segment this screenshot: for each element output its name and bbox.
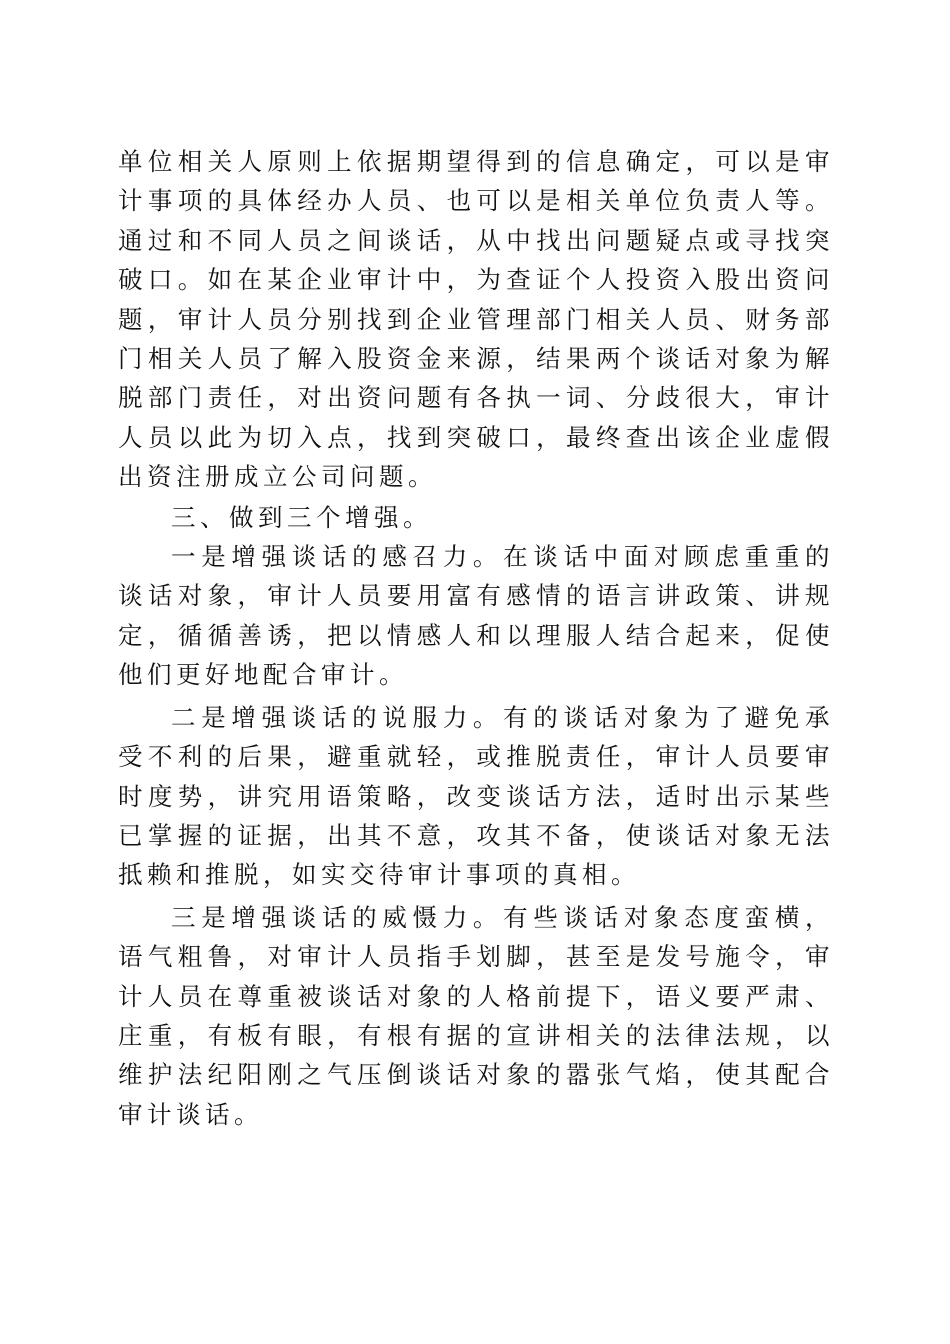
paragraph-lead: 二是增强谈话的说服力。 xyxy=(171,702,504,732)
document-page xyxy=(118,142,834,1134)
paragraph-lead: 三是增强谈话的威慑力。 xyxy=(171,902,504,932)
paragraph-lead: 一是增强谈话的感召力。 xyxy=(171,542,504,572)
paragraph-body: 在谈话中面对顾虑重重的谈话对象，审计人员要用富有感情的语言讲政策、讲规定，循循善诱，把以情感人和以理服人结合起来，促使他们更好地配合审计。 xyxy=(118,542,835,690)
paragraph-appeal xyxy=(118,537,834,695)
paragraph-interview-targets: 单位相关人原则上依据期望得到的信息确定，可以是审计事项的具体经办人员、也可以是相关单位负责人等。通过和不同人员之间谈话，从中找出问题疑点或寻找突破口。如在某企业审计中，为查证个人投资入股出资问题，审计人员分别找到企业管理部门相关人员、财务部门相关人员了解入股资金来源，结果两个谈话对象为解脱部门责任，对出资问题有各执一词、分歧很大，审计人员以此为切入点，找到突破口，最终查出该企业虚假出资注册成立公司问题。 xyxy=(118,147,834,492)
section-heading: 三、做到三个增强。 xyxy=(171,502,432,532)
paragraph-body: 有些谈话对象态度蛮横，语气粗鲁，对审计人员指手划脚，甚至是发号施令，审计人员在尊重被谈话对象的人格前提下，语义要严肃、庄重，有板有眼，有根有据的宣讲相关的法律法规，以维护法纪阳刚之气压倒谈话对象的嚣张气焰，使其配合审计谈话。 xyxy=(118,902,835,1129)
paragraph-persuasion xyxy=(118,698,834,895)
paragraph-deterrence xyxy=(118,898,834,1134)
paragraph-body: 有的谈话对象为了避免承受不利的后果，避重就轻，或推脱责任，审计人员要审时度势，讲究用语策略，改变谈话方法，适时出示某些已掌握的证据，出其不意，攻其不备，使谈话对象无法抵赖和推脱，如实交待审计事项的真相。 xyxy=(118,702,835,890)
